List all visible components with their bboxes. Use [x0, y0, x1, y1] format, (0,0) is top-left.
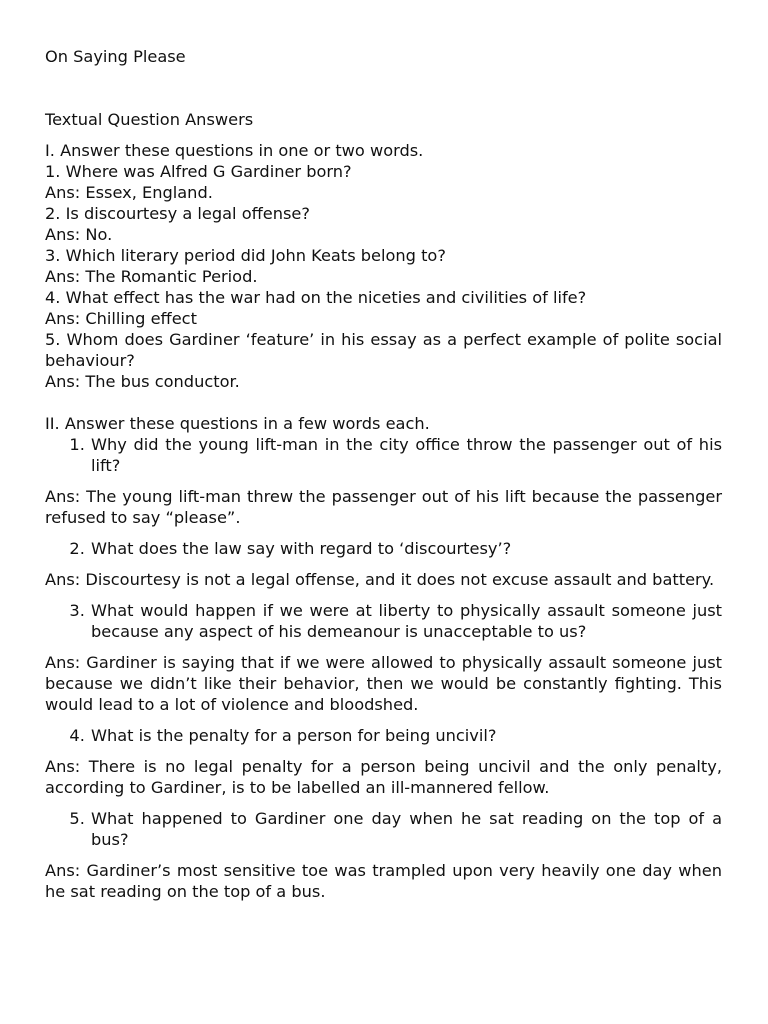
list-question: 5. What happened to Gardiner one day when he sat reading on the top of a bus?: [90, 808, 722, 850]
answer-line: Ans: The bus conductor.: [45, 372, 240, 391]
list-answer: Ans: There is no legal penalty for a person being uncivil and the only penalty, according to Gardiner, is to be labelled an ill-mannered fellow.: [45, 757, 722, 797]
section-one-heading: I. Answer these questions in one or two words.: [45, 141, 424, 160]
question-line: 4. What effect has the war had on the niceties and civilities of life?: [45, 288, 587, 307]
list-answer: Ans: Gardiner’s most sensitive toe was trampled upon very heavily one day when he sat reading on the top of a bus.: [45, 861, 722, 901]
question-list: [45, 808, 722, 850]
section-two-heading: II. Answer these questions in a few words each.: [45, 414, 430, 433]
question-line: 2. Is discourtesy a legal offense?: [45, 204, 310, 223]
list-answer: Ans: Gardiner is saying that if we were allowed to physically assault someone just because we didn’t like their behavior, then we would be constantly fighting. This would lead to a lot of violence and bloodshed.: [45, 653, 722, 714]
list-answer: Ans: Discourtesy is not a legal offense, and it does not excuse assault and battery.: [45, 570, 715, 589]
answer-line: Ans: Chilling effect: [45, 309, 197, 328]
answer-line: Ans: The Romantic Period.: [45, 267, 258, 286]
answer-line: Ans: No.: [45, 225, 113, 244]
list-question: 1. Why did the young lift-man in the city office throw the passenger out of his lift?: [90, 434, 722, 476]
list-question: 2. What does the law say with regard to ‘discourtesy’?: [90, 538, 722, 559]
question-line: 3. Which literary period did John Keats belong to?: [45, 246, 446, 265]
question-list: [45, 600, 722, 642]
document-subtitle: Textual Question Answers: [45, 110, 254, 129]
section-two: [45, 413, 722, 902]
question-line: 1. Where was Alfred G Gardiner born?: [45, 162, 352, 181]
question-list: [45, 725, 722, 746]
question-line: 5. Whom does Gardiner ‘feature’ in his essay as a perfect example of polite social behaviour?: [45, 330, 722, 370]
list-question: 3. What would happen if we were at liberty to physically assault someone just because any aspect of his demeanour is unacceptable to us?: [90, 600, 722, 642]
document-page: [45, 46, 722, 902]
answer-line: Ans: Essex, England.: [45, 183, 213, 202]
question-list: [45, 538, 722, 559]
list-answer: Ans: The young lift-man threw the passenger out of his lift because the passenger refused to say “please”.: [45, 487, 722, 527]
list-question: 4. What is the penalty for a person for being uncivil?: [90, 725, 722, 746]
section-one: [45, 140, 722, 392]
question-list: [45, 434, 722, 476]
document-title: On Saying Please: [45, 47, 186, 66]
